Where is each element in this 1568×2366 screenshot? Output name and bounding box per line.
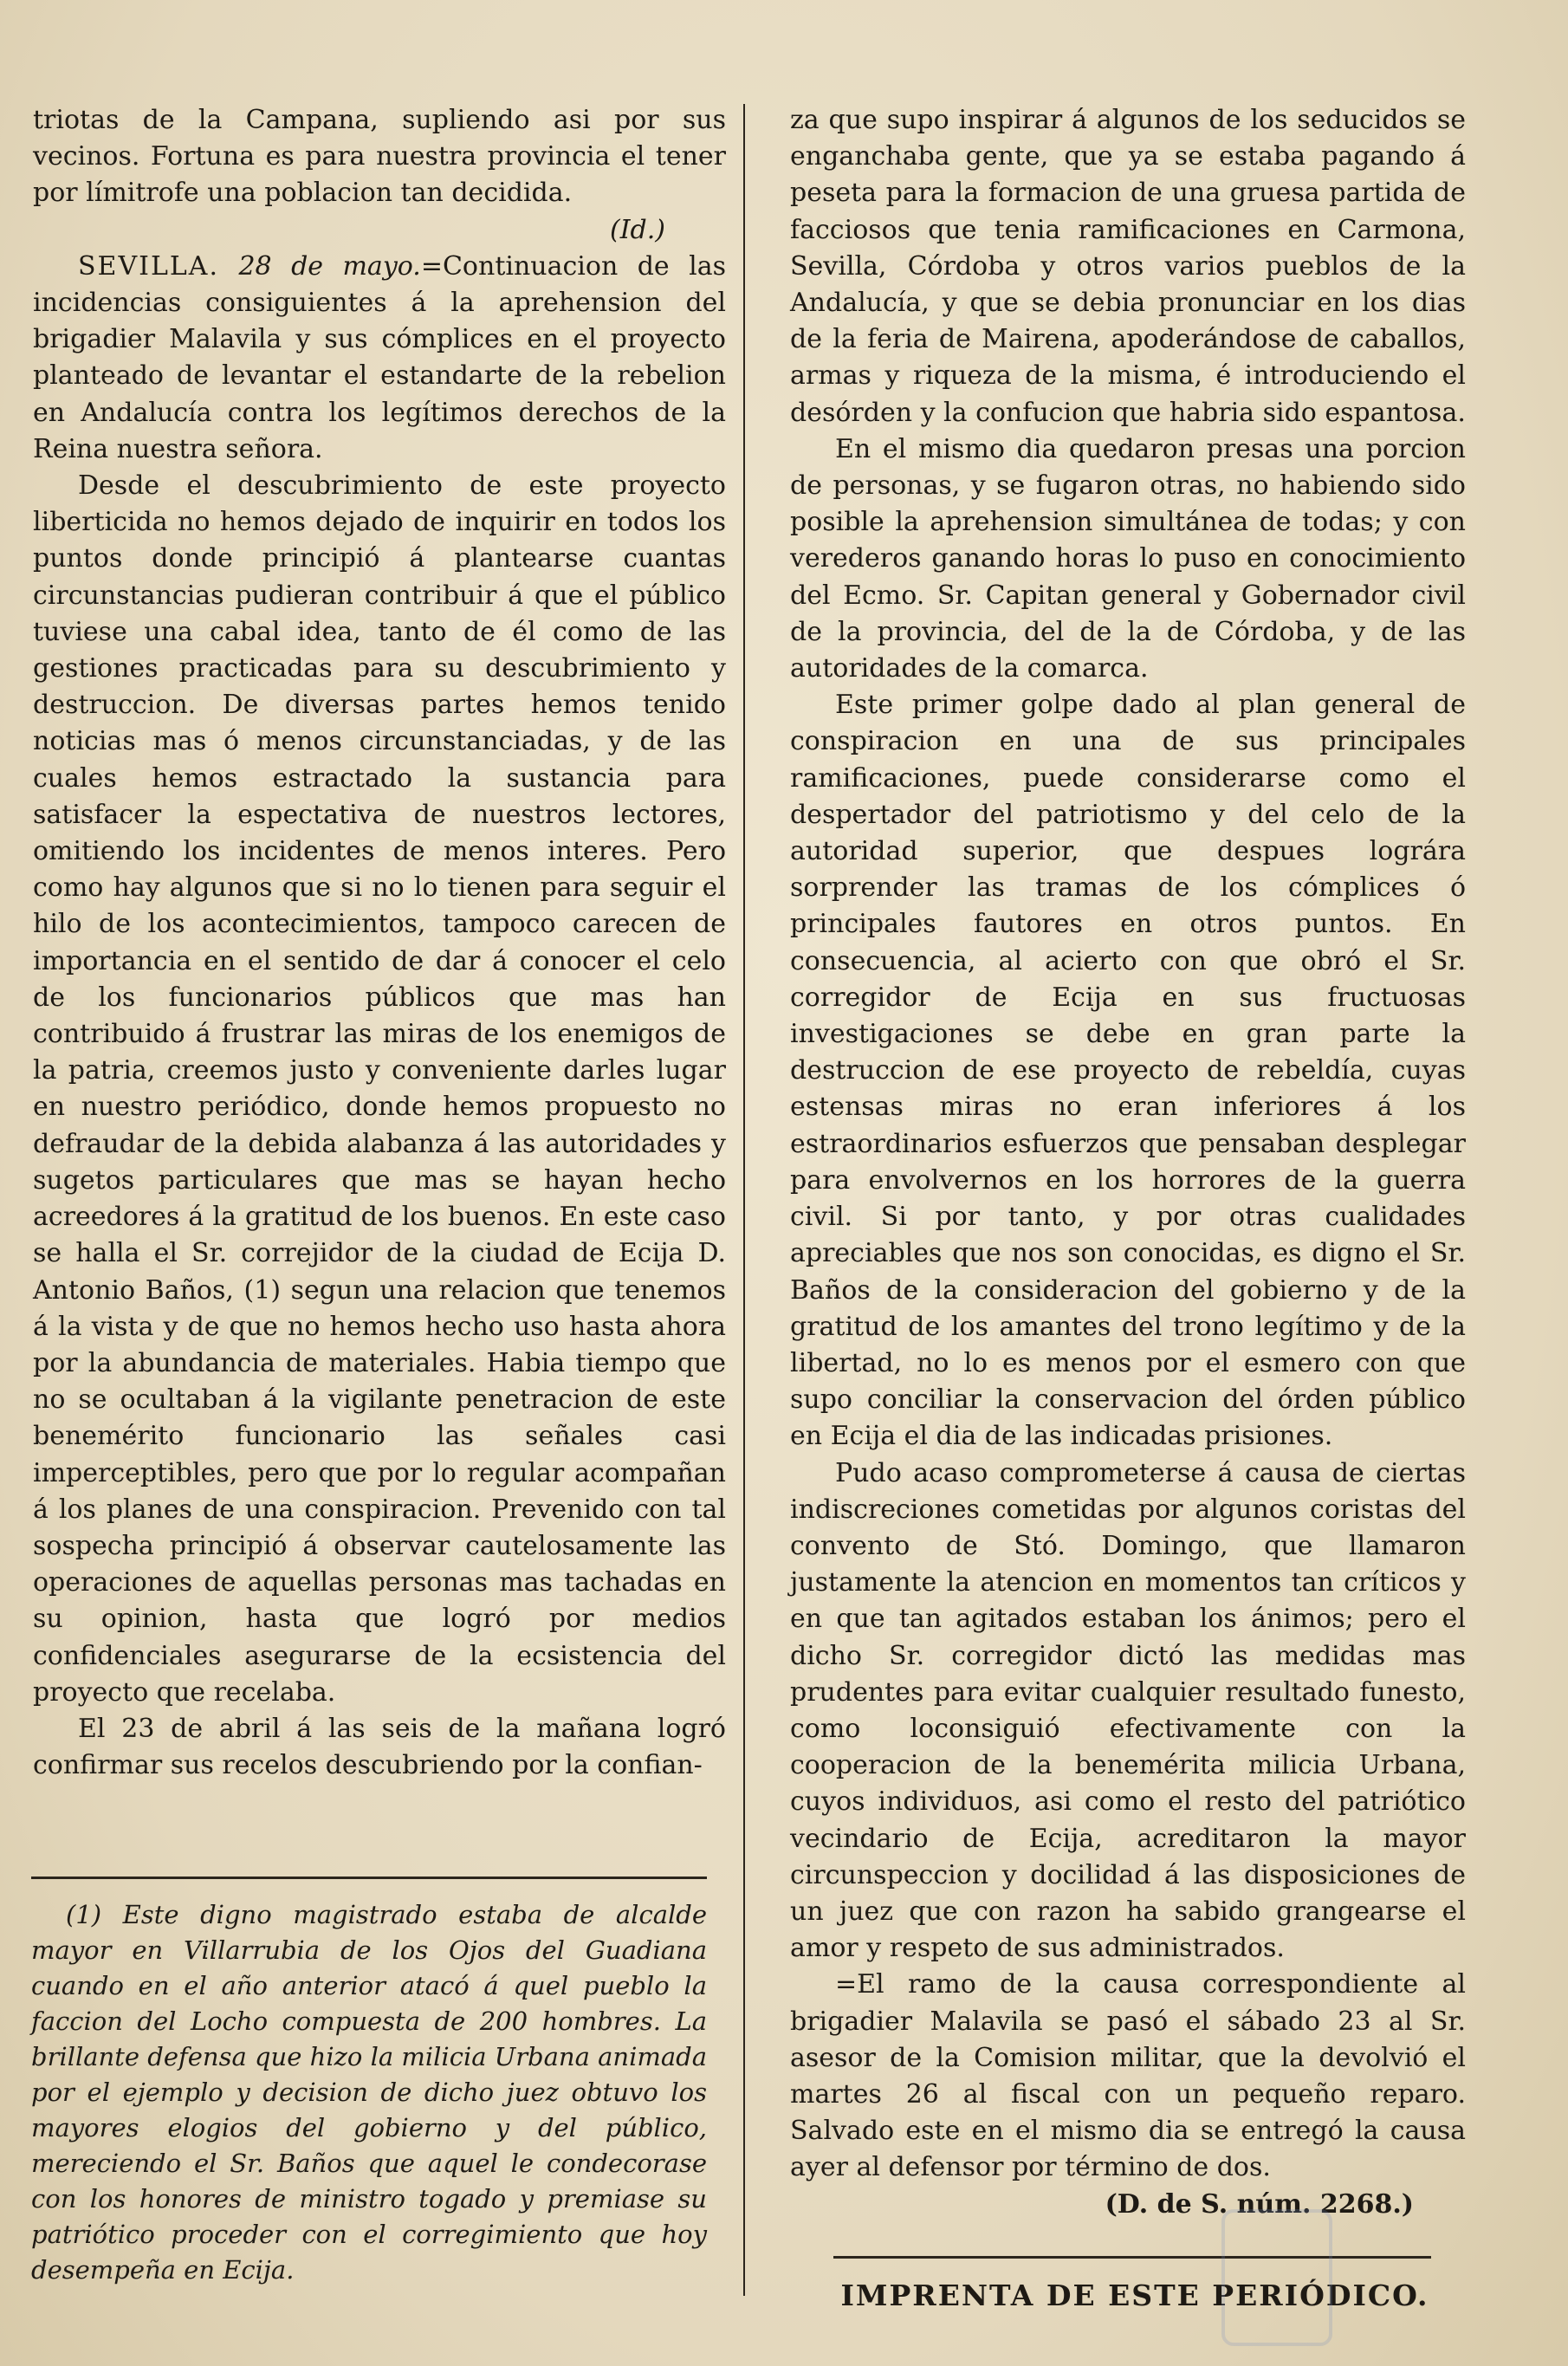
source-citation: (Id.)	[610, 214, 665, 245]
article-paragraph: za que supo inspirar á algunos de los seducidos se enganchaba gente, que ya se estaba pagando á peseta para la formacion de una gruesa partida de facciosos que tenia ramificaciones en Carmona, Sevilla, Córdoba y otros varios pueblos de la Andalucía, y que se debia pronunciar en los dias de la feria de Mairena, apoderándose de caballos, armas y riqueza de la misma, é introduciendo el desórden y la confucion que habria sido espantosa.	[790, 105, 1466, 428]
footnote-text: (1) Este digno magistrado estaba de alcalde mayor en Villarrubia de los Ojos del Guadiana cuando en el año anterior atacó á quel pueblo la faccion del Locho compuesta de 200 hombres. La brillante defensa que hizo la milicia Urbana animada por el ejemplo y decision de dicho juez obtuvo los mayores elogios del gobierno y del público, mereciendo el Sr. Baños que aquel le condecorase con los honores de ministro togado y premiase su patriótico proceder con el corregimiento que hoy desempeña en Ecija.	[31, 1900, 707, 2285]
dispatch-date: 28 de mayo.	[238, 250, 421, 282]
article-paragraph: El 23 de abril á las seis de la mañana logró confirmar sus recelos descubriendo por la confian-	[33, 1713, 726, 1781]
left-column	[33, 102, 726, 1784]
imprint-line: IMPRENTA DE ESTE PERIÓDICO.	[840, 2278, 1429, 2312]
sevilla-dispatch-intro	[33, 249, 726, 468]
source-citation: (D. de S. núm. 2268.)	[1105, 2188, 1414, 2220]
footnote-divider	[31, 1877, 707, 1879]
article-paragraph: En el mismo dia quedaron presas una porcion de personas, y se fugaron otras, no habiendo sido posible la aprehension simultánea de todas; y con verederos ganando horas lo puso en conocimiento del Ecmo. Sr. Capitan general y Gobernador civil de la provincia, del de la de Córdoba, y de las autoridades de la comarca.	[790, 433, 1466, 684]
imprint-divider	[833, 2256, 1431, 2259]
column-divider	[743, 104, 745, 2296]
library-seal-icon	[1221, 2209, 1332, 2346]
article-paragraph: Este primer golpe dado al plan general de conspiracion en una de sus principales ramificaciones, puede considerarse como el despertador del patriotismo y del celo de la autoridad superior, que despues lográra sorprender las tramas de los cómplices ó principales fautores en otros puntos. En consecuencia, al acierto con que obró el Sr. corregidor de Ecija en sus fructuosas investigaciones se debe en gran parte la destruccion de ese proyecto de rebeldía, cuyas estensas miras no eran inferiores á los estraordinarios esfuerzos que pensaban desplegar para envolvernos en los horrores de la guerra civil. Si por tanto, y por otras cualidades apreciables que nos son conocidas, es digno el Sr. Baños de la consideracion del gobierno y de la gratitud de los amantes del trono legítimo y de la libertad, no lo es menos por el esmero con que supo conciliar la conservacion del órden público en Ecija el dia de las indicadas prisiones.	[790, 690, 1466, 1452]
article-paragraph: Pudo acaso comprometerse á causa de ciertas indiscreciones cometidas por algunos coristas del convento de Stó. Domingo, que llamaron justamente la atencion en momentos tan críticos y en que tan agitados estaban los ánimos; pero el dicho Sr. corregidor dictó las medidas mas prudentes para evitar cualquier resultado funesto, como loconsiguió efectivamente con la cooperacion de la benemérita milicia Urbana, cuyos individuos, asi como el resto del patriótico vecindario de Ecija, acreditaron la mayor circunspeccion y docilidad á las disposiciones de un juez que con razon ha sabido grangearse el amor y respeto de sus administrados.	[790, 1457, 1466, 1964]
continued-paragraph: triotas de la Campana, supliendo asi por sus vecinos. Fortuna es para nuestra provincia el tener por límitrofe una poblacion tan decidida.	[33, 105, 726, 209]
dispatch-lead: =Continuacion de las incidencias consiguientes á la aprehension del brigadier Malavila y sus cómplices en el proyecto planteado de levantar el estandarte de la rebelion en Andalucía contra los legítimos derechos de la Reina nuestra señora.	[33, 250, 726, 464]
article-paragraph: =El ramo de la causa correspondiente al brigadier Malavila se pasó el sábado 23 al Sr. asesor de la Comision militar, que la devolvió el martes 26 al fiscal con un pequeño reparo. Salvado este en el mismo dia se entregó la causa ayer al defensor por término de dos.	[790, 1969, 1466, 2183]
footnote	[31, 1897, 707, 2288]
article-paragraph: Desde el descubrimiento de este proyecto liberticida no hemos dejado de inquirir en todos los puntos donde principió á plantearse cuantas circunstancias pudieran contribuir á que el público tuviese una cabal idea, tanto de él como de las gestiones practicadas para su descubrimiento y destruccion. De diversas partes hemos tenido noticias mas ó menos circunstanciadas, y de las cuales hemos estractado la sustancia para satisfacer la espectativa de nuestros lectores, omitiendo los incidentes de menos interes. Pero como hay algunos que si no lo tienen para seguir el hilo de los acontecimientos, tampoco carecen de importancia en el sentido de dar á conocer el celo de los funcionarios públicos que mas han contribuido á frustrar las miras de los enemigos de la patria, creemos justo y conveniente darles lugar en nuestro periódico, donde hemos propuesto no defraudar de la debida alabanza á las autoridades y sugetos particulares que mas se hayan hecho acreedores á la gratitud de los buenos. En este caso se halla el Sr. correjidor de la ciudad de Ecija D. Antonio Baños, (1) segun una relacion que tenemos á la vista y de que no hemos hecho uso hasta ahora por la abundancia de materiales. Habia tiempo que no se ocultaban á la vigilante penetracion de este benemérito funcionario las señales casi imperceptibles, pero que por lo regular acompañan á los planes de una conspiracion. Prevenido con tal sospecha principió á observar cautelosamente las operaciones de aquellas personas mas tachadas en su opinion, hasta que logró por medios confidenciales asegurarse de la ecsistencia del proyecto que recelaba.	[33, 470, 726, 1708]
dispatch-city: SEVILLA.	[78, 250, 220, 282]
right-column	[790, 102, 1466, 2223]
